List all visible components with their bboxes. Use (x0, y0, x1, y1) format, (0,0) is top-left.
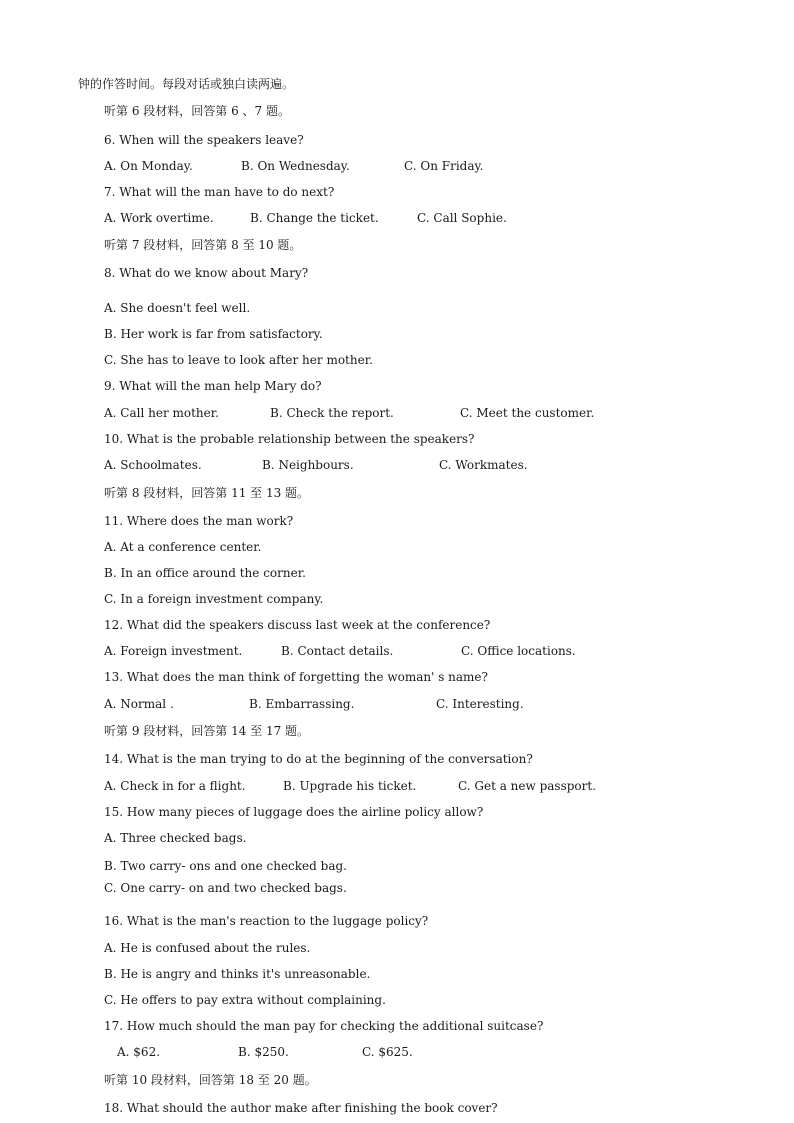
option-a: A. Schoolmates. (104, 458, 202, 472)
section-heading: 听第 6 段材料，回答第 6 、7 题。 (104, 104, 290, 118)
option-b: B. Her work is far from satisfactory. (104, 327, 323, 341)
option-b: B. He is angry and thinks it's unreasonable. (104, 967, 371, 981)
question-11: 11. Where does the man work? (104, 514, 294, 528)
option-c: C. In a foreign investment company. (104, 592, 324, 606)
option-c: C. Office locations. (461, 644, 576, 658)
option-b: B. Two carry- ons and one checked bag. (104, 859, 347, 873)
option-b: B. Neighbours. (262, 458, 354, 472)
option-b: B. On Wednesday. (241, 159, 350, 173)
option-c: C. One carry- on and two checked bags. (104, 881, 347, 895)
instruction-line: 钟的作答时间。每段对话或独白读两遍。 (78, 77, 295, 91)
question-16: 16. What is the man's reaction to the luggage policy? (104, 914, 429, 928)
question-12: 12. What did the speakers discuss last week at the conference? (104, 618, 491, 632)
question-13: 13. What does the man think of forgetting the woman' s name? (104, 670, 488, 684)
option-c: C. $625. (362, 1045, 413, 1059)
option-b: B. Upgrade his ticket. (283, 779, 417, 793)
option-b: B. In an office around the corner. (104, 566, 306, 580)
option-b: B. $250. (238, 1045, 289, 1059)
option-a: A. She doesn't feel well. (104, 301, 251, 315)
option-b: B. Check the report. (270, 406, 394, 420)
question-10: 10. What is the probable relationship between the speakers? (104, 432, 475, 446)
question-9: 9. What will the man help Mary do? (104, 379, 322, 393)
option-a: A. Check in for a flight. (104, 779, 246, 793)
option-b: B. Contact details. (281, 644, 394, 658)
question-6: 6. When will the speakers leave? (104, 133, 304, 147)
option-b: B. Embarrassing. (249, 697, 355, 711)
option-a: A. Call her mother. (104, 406, 219, 420)
option-c: C. On Friday. (404, 159, 484, 173)
option-a: A. Foreign investment. (104, 644, 243, 658)
question-17: 17. How much should the man pay for checking the additional suitcase? (104, 1019, 544, 1033)
option-c: C. Interesting. (436, 697, 524, 711)
option-a: A. Work overtime. (104, 211, 214, 225)
option-a: A. He is confused about the rules. (104, 941, 311, 955)
option-c: C. Workmates. (439, 458, 528, 472)
option-a: A. Three checked bags. (104, 831, 247, 845)
option-a: A. Normal . (104, 697, 174, 711)
question-7: 7. What will the man have to do next? (104, 185, 335, 199)
option-a: A. At a conference center. (104, 540, 262, 554)
question-14: 14. What is the man trying to do at the beginning of the conversation? (104, 752, 533, 766)
option-a: A. $62. (117, 1045, 161, 1059)
section-heading: 听第 10 段材料，回答第 18 至 20 题。 (104, 1073, 317, 1087)
option-b: B. Change the ticket. (250, 211, 379, 225)
option-c: C. Get a new passport. (458, 779, 597, 793)
question-8: 8. What do we know about Mary? (104, 266, 309, 280)
section-heading: 听第 7 段材料，回答第 8 至 10 题。 (104, 238, 302, 252)
question-15: 15. How many pieces of luggage does the airline policy allow? (104, 805, 484, 819)
option-a: A. On Monday. (104, 159, 193, 173)
option-c: C. He offers to pay extra without complaining. (104, 993, 386, 1007)
question-18: 18. What should the author make after finishing the book cover? (104, 1101, 498, 1115)
option-c: C. She has to leave to look after her mother. (104, 353, 373, 367)
section-heading: 听第 8 段材料，回答第 11 至 13 题。 (104, 486, 310, 500)
section-heading: 听第 9 段材料，回答第 14 至 17 题。 (104, 724, 310, 738)
option-c: C. Meet the customer. (460, 406, 595, 420)
option-c: C. Call Sophie. (417, 211, 507, 225)
